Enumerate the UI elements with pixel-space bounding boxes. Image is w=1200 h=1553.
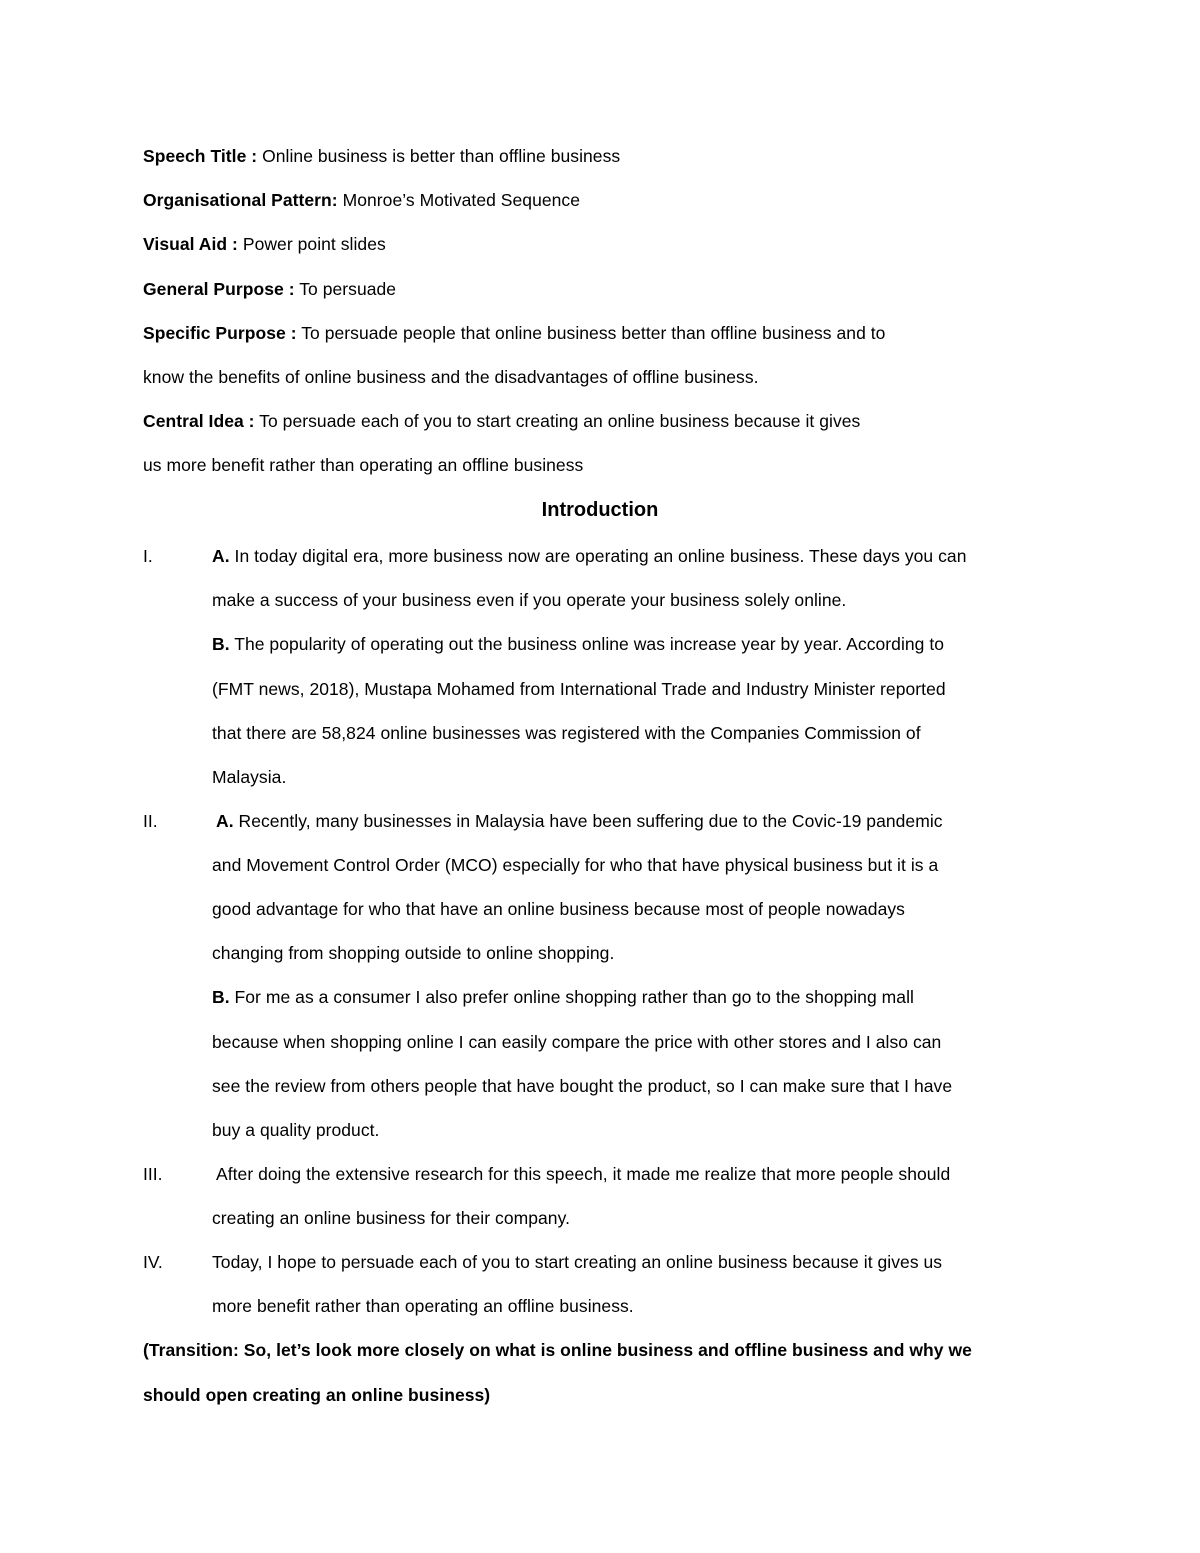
part-text: The popularity of operating out the business online was increase year by year. According to [234, 634, 945, 654]
central-idea-line [143, 409, 860, 433]
section-numeral: III. [143, 1164, 163, 1184]
section-numeral: IV. [143, 1252, 163, 1272]
speech-title-label: Speech Title : [143, 146, 258, 166]
specific-purpose-value: To persuade people that online business better than offline business and to [301, 323, 886, 343]
transition-line: should open creating an online business) [143, 1385, 491, 1405]
central-idea-continuation: us more benefit rather than operating an offline business [143, 455, 584, 475]
list-item: Today, I hope to persuade each of you to start creating an online business because it gives us [212, 1252, 943, 1272]
list-item-continuation: make a success of your business even if you operate your business solely online. [212, 590, 847, 610]
list-item [216, 809, 943, 833]
general-purpose-line [143, 277, 396, 301]
list-item [212, 544, 966, 568]
general-purpose-value: To persuade [299, 279, 397, 299]
section-numeral: I. [143, 546, 153, 566]
list-item-continuation: because when shopping online I can easily compare the price with other stores and I also can [212, 1032, 942, 1052]
part-label: A. [212, 546, 230, 566]
visual-aid-line [143, 232, 386, 256]
list-item-continuation: changing from shopping outside to online shopping. [212, 943, 615, 963]
list-item-continuation: more benefit rather than operating an offline business. [212, 1296, 634, 1316]
list-item-continuation: good advantage for who that have an online business because most of people nowadays [212, 899, 905, 919]
transition-line: (Transition: So, let’s look more closely on what is online business and offline business and why we [143, 1340, 972, 1360]
visual-aid-value: Power point slides [242, 234, 386, 254]
general-purpose-label: General Purpose : [143, 279, 295, 299]
part-label: B. [212, 987, 230, 1007]
list-item [212, 985, 914, 1009]
speech-title-line [143, 144, 620, 168]
central-idea-value: To persuade each of you to start creating an online business because it gives [259, 411, 861, 431]
specific-purpose-label: Specific Purpose : [143, 323, 297, 343]
list-item-continuation: and Movement Control Order (MCO) especially for who that have physical business but it is a [212, 855, 939, 875]
specific-purpose-continuation: know the benefits of online business and the disadvantages of offline business. [143, 367, 759, 387]
list-item-continuation: (FMT news, 2018), Mustapa Mohamed from International Trade and Industry Minister reported [212, 679, 946, 699]
central-idea-label: Central Idea : [143, 411, 255, 431]
list-item-continuation: that there are 58,824 online businesses was registered with the Companies Commission of [212, 723, 921, 743]
part-label: A. [216, 811, 234, 831]
list-item-continuation: buy a quality product. [212, 1120, 380, 1140]
list-item-continuation: see the review from others people that have bought the product, so I can make sure that I have [212, 1076, 953, 1096]
list-item-continuation: creating an online business for their company. [212, 1208, 571, 1228]
speech-title-value: Online business is better than offline business [262, 146, 621, 166]
pattern-value: Monroe’s Motivated Sequence [342, 190, 581, 210]
visual-aid-label: Visual Aid : [143, 234, 238, 254]
introduction-heading: Introduction [541, 499, 659, 521]
part-label: B. [212, 634, 230, 654]
part-text: In today digital era, more business now are operating an online business. These days you can [234, 546, 967, 566]
pattern-label: Organisational Pattern: [143, 190, 338, 210]
list-item: After doing the extensive research for this speech, it made me realize that more people should [216, 1164, 951, 1184]
part-text: For me as a consumer I also prefer online shopping rather than go to the shopping mall [234, 987, 914, 1007]
pattern-line [143, 188, 580, 212]
list-item-continuation: Malaysia. [212, 767, 287, 787]
section-numeral: II. [143, 811, 158, 831]
part-text: Recently, many businesses in Malaysia have been suffering due to the Covic-19 pandemic [238, 811, 943, 831]
specific-purpose-line [143, 321, 885, 345]
list-item [212, 632, 944, 656]
